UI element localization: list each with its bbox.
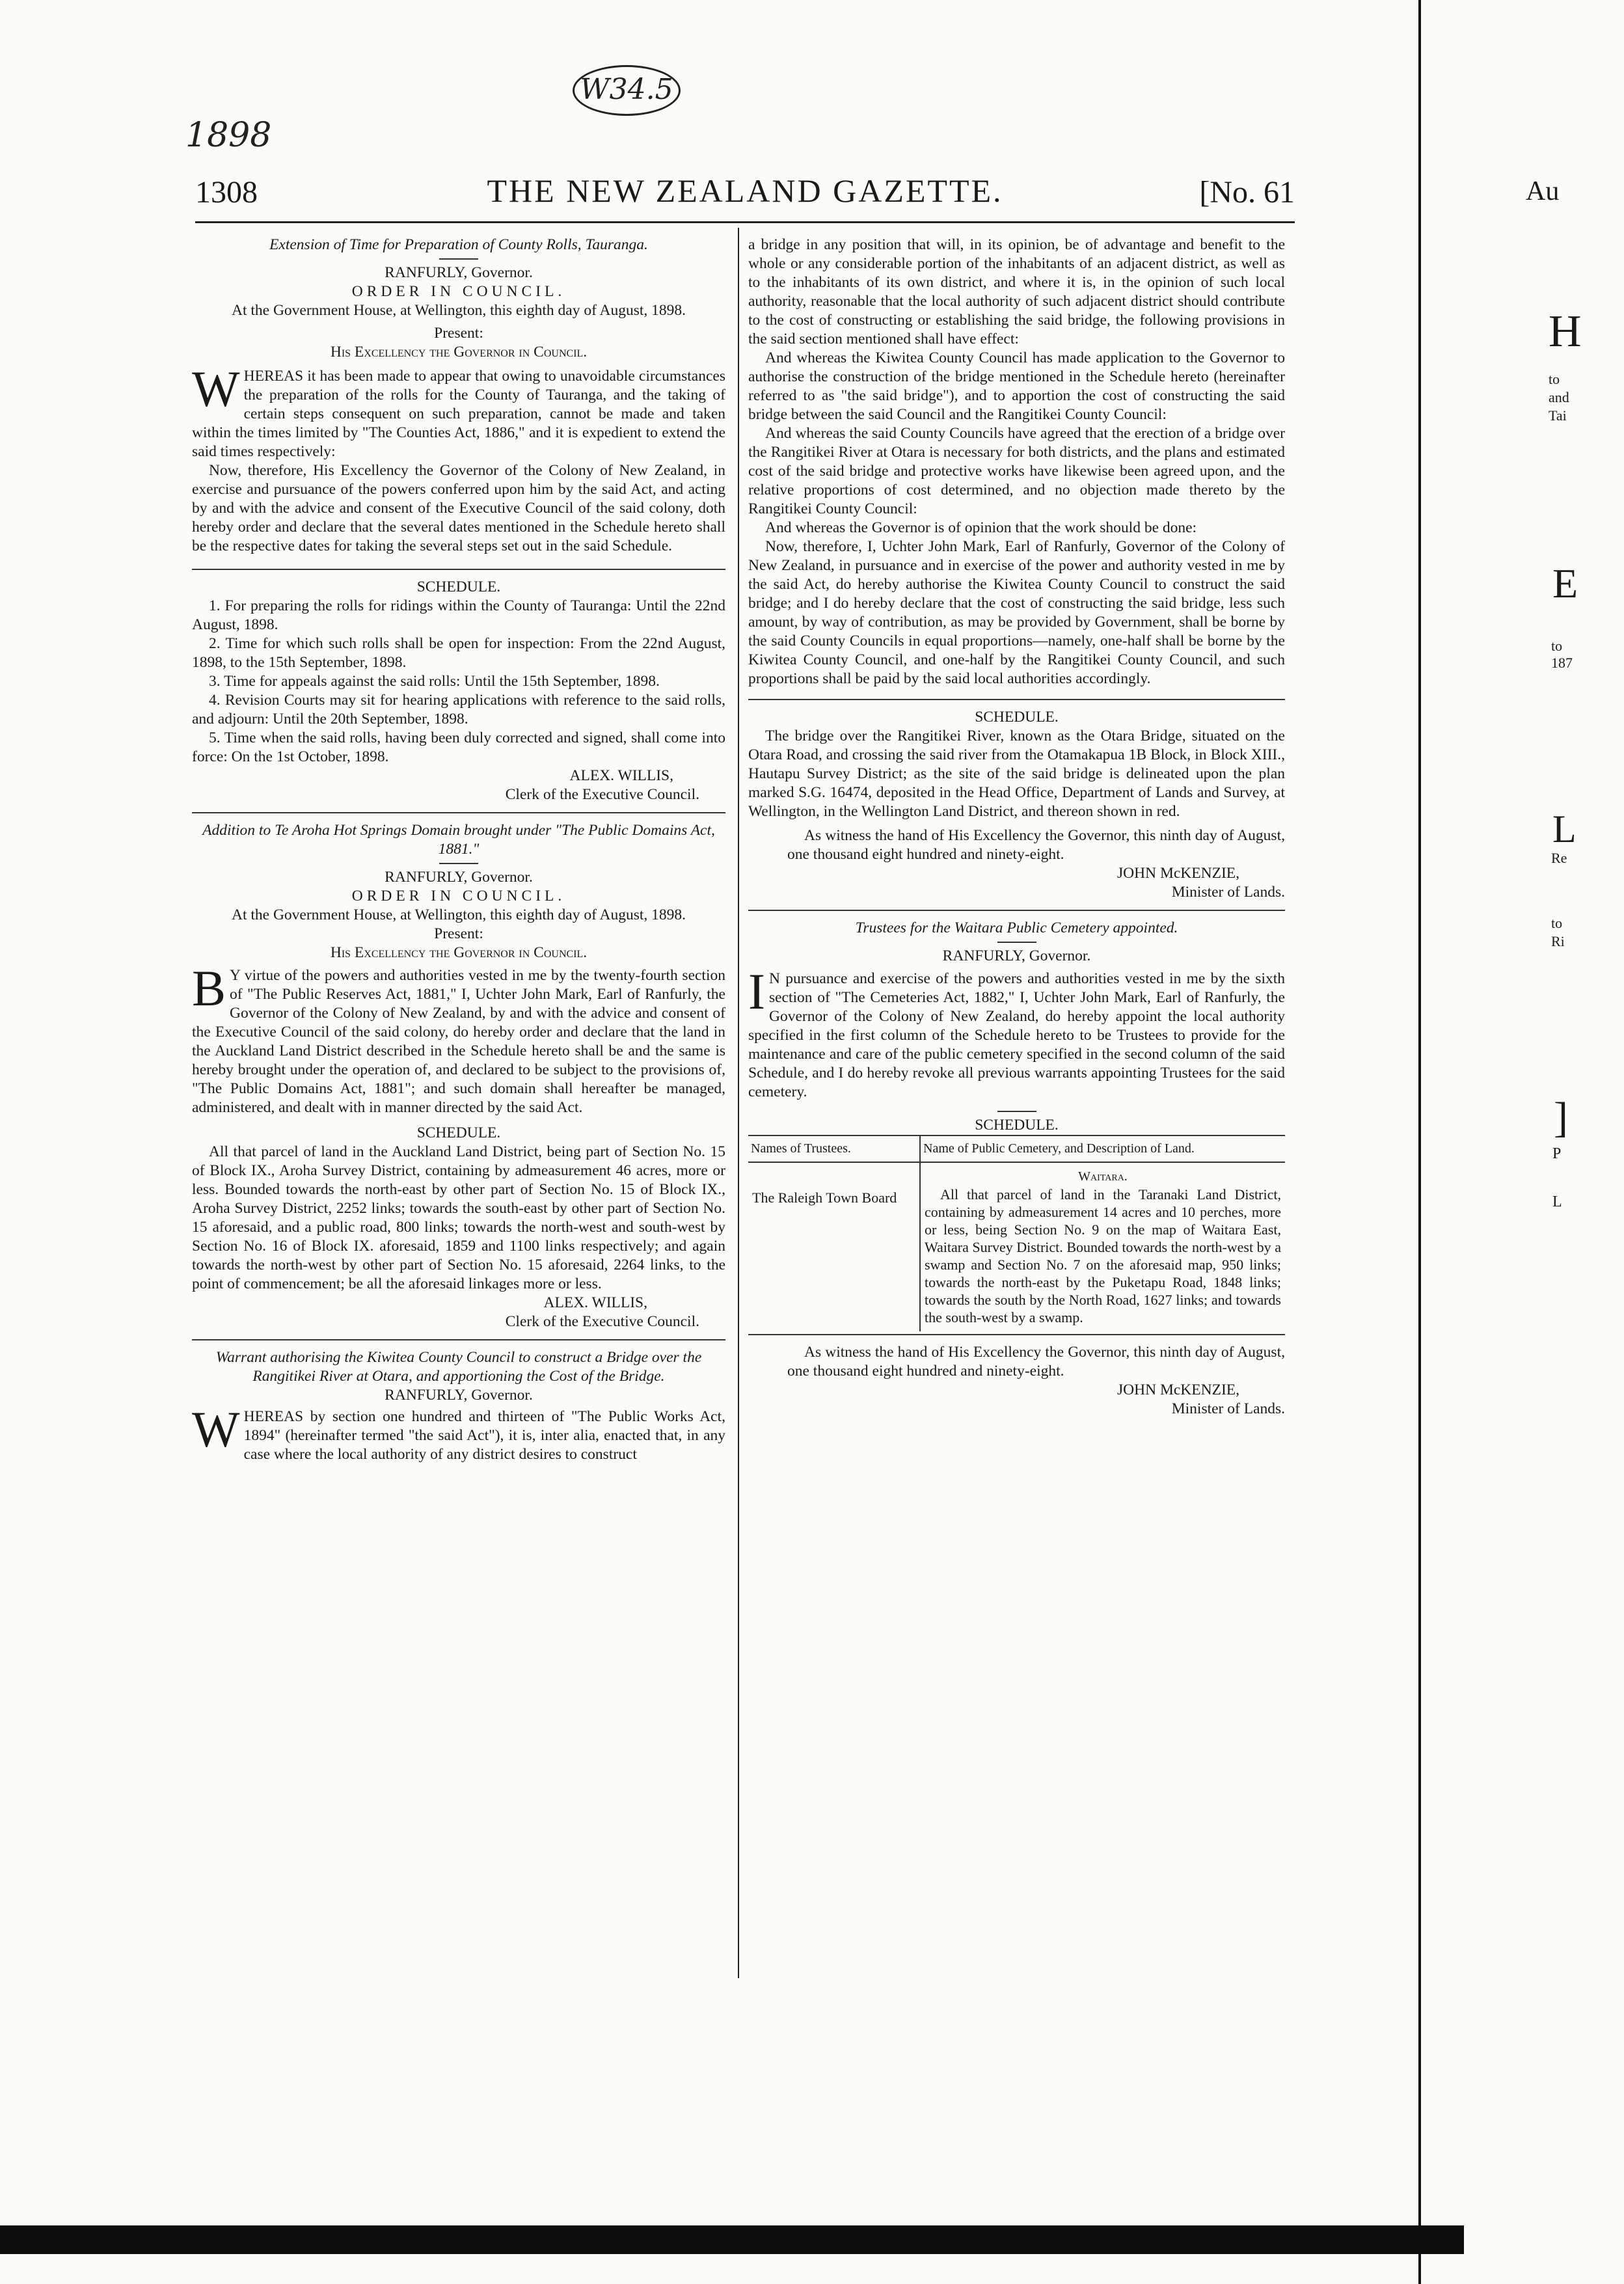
- divider: [439, 863, 478, 864]
- divider: [439, 258, 478, 260]
- drop-cap: W: [192, 360, 240, 417]
- signature-title: Minister of Lands.: [1171, 1400, 1285, 1417]
- adjacent-page-fragment: Au: [1526, 176, 1560, 206]
- council-line: His Excellency the Governor in Council.: [330, 944, 588, 961]
- divider: [192, 812, 725, 813]
- drop-cap: W: [192, 1401, 240, 1458]
- land-description: All that parcel of land in the Taranaki Land District, containing by admeasurement 14 acres and 10 perches, more or less, being Section No. 9 on the map of Waitara East, Waitara Survey District. Bounded towards the north-west by a swamp and Section No. 7 on the aforesaid map, 950 links; towards the north-east by the Puketapu Road, 1848 links; towards the south by the North Road, 1627 links; and towards the south-west by a swamp.: [925, 1186, 1281, 1326]
- signature-title: Clerk of the Executive Council.: [505, 1313, 699, 1330]
- notice-paragraph: B Y virtue of the powers and authorities vested in me by the twenty-fourth section of "The Public Reserves Act, 1881," I, Uchter John Mark, Earl of Ranfurly, the Governor of the Colony of New Zealand, by and with the advice and consent of the Executive Council of the said colony, do hereby order and declare that the land in the Auckland Land District described in the Schedule hereto shall be and the same is hereby brought under the operation of, and declared to be subject to the provisions of, "The Public Domains Act, 1881"; and such domain shall hereafter be managed, administered, and dealt with in manner directed by the said Act.: [192, 960, 725, 1116]
- notice-heading: Extension of Time for Preparation of County Rolls, Tauranga.: [269, 236, 648, 253]
- divider: [192, 1339, 725, 1340]
- archive-stamp: W34.5: [573, 65, 681, 116]
- divider: [748, 699, 1285, 700]
- order-title: ORDER IN COUNCIL.: [351, 888, 566, 904]
- adjacent-page-fragment: to: [1551, 638, 1563, 654]
- governor-line: RANFURLY, Governor.: [385, 264, 533, 281]
- adjacent-page-fragment: H: [1549, 306, 1582, 357]
- divider: [997, 1111, 1036, 1112]
- schedule-item: 5. Time when the said rolls, having been duly corrected and signed, shall come into force: On the 1st October, 1898.: [192, 729, 725, 765]
- trustees-schedule-table: [748, 1135, 1285, 1331]
- column-header: Name of Public Cemetery, and Description of Land.: [920, 1135, 1285, 1162]
- divider: [192, 569, 725, 570]
- governor-line: RANFURLY, Governor.: [385, 1387, 533, 1404]
- handwritten-year: 1898: [185, 116, 272, 155]
- signature-name: ALEX. WILLIS,: [569, 767, 673, 784]
- governor-line: RANFURLY, Governor.: [385, 869, 533, 886]
- council-line: His Excellency the Governor in Council.: [330, 344, 588, 360]
- adjacent-page-fragment: P: [1552, 1145, 1562, 1162]
- schedule-item: 1. For preparing the rolls for ridings within the County of Tauranga: Until the 22nd August, 1898.: [192, 597, 725, 633]
- adjacent-page-fragment: Tai: [1549, 407, 1567, 424]
- cemetery-name: Waitara.: [1078, 1169, 1128, 1184]
- adjacent-page-fragment: ]: [1554, 1094, 1568, 1141]
- divider: [997, 942, 1036, 943]
- witness-line: As witness the hand of His Excellency the Governor, this ninth day of August, one thousand eight hundred and ninety-eight.: [787, 1344, 1285, 1380]
- schedule-title: SCHEDULE.: [416, 1124, 501, 1141]
- present-label: Present:: [434, 325, 483, 342]
- present-label: Present:: [434, 925, 483, 942]
- notice-paragraph: WHEREAS by section one hundred and thirteen of "The Public Works Act, 1894" (hereinafter termed "the said Act"), it is, inter alia, enacted that, in any case where the local authority of any district desires to construct: [192, 1401, 725, 1463]
- gazette-title: THE NEW ZEALAND GAZETTE.: [487, 172, 1003, 209]
- drop-cap: I: [748, 963, 765, 1020]
- schedule-item: 2. Time for which such rolls shall be open for inspection: From the 22nd August, 1898, to the 15th September, 1898.: [192, 635, 725, 671]
- adjacent-page-fragment: and: [1549, 389, 1569, 405]
- adjacent-page-fragment: E: [1552, 560, 1578, 606]
- adjacent-page-fragment: to: [1549, 371, 1560, 387]
- witness-line: As witness the hand of His Excellency the Governor, this ninth day of August, one thousand eight hundred and ninety-eight.: [787, 827, 1285, 863]
- divider: [748, 1334, 1285, 1335]
- divider: [748, 910, 1285, 911]
- notice-paragraph: Now, therefore, His Excellency the Governor of the Colony of New Zealand, in exercise and pursuance of the powers conferred upon him by the said Act, and acting by and with the advice and consent of the Executive Council of the said colony, doth hereby order and declare that the several dates mentioned in the Schedule hereto shall be the respective dates for taking the several steps set out in the said Schedule.: [192, 462, 725, 554]
- notice-paragraph: Now, therefore, I, Uchter John Mark, Earl of Ranfurly, Governor of the Colony of New Zealand, in pursuance and in exercise of the power and authority vested in me by the said Act, do hereby authorise the Kiwitea County Council to construct the said bridge; and I do hereby declare that the cost of constructing the said bridge, less such amount, by way of contribution, as may be provided by Government, shall be borne by the said County Councils in equal proportions—namely, one-half shall be borne by the Kiwitea County Council, and one-half by the Rangitikei County Council, and such proportions shall be paid by the said local authorities accordingly.: [748, 538, 1285, 687]
- schedule-title: SCHEDULE.: [416, 578, 501, 595]
- page-edge: [1418, 0, 1421, 2284]
- table-row: [748, 1162, 1285, 1331]
- schedule-title: SCHEDULE.: [975, 1117, 1059, 1134]
- scan-edge-band: [0, 2225, 1464, 2254]
- notice-paragraph: And whereas the said County Councils have agreed that the erection of a bridge over the Rangitikei River at Otara is necessary for both districts, and the plans and estimated cost of the said bridge and protective works have likewise been agreed upon, and the relative proportions of cost determined, and no objection made thereto by the Rangitikei County Council:: [748, 425, 1285, 517]
- schedule-text: All that parcel of land in the Auckland Land District, being part of Section No. 15 of Block IX., Aroha Survey District, containing by admeasurement 46 acres, more or less. Bounded towards the north-east by other part of Section No. 15 of Block IX., Aroha Survey District, 2252 links; towards the south-east by other part of Section No. 15 aforesaid, and a public road, 800 links; towards the north-west and south-west by Section No. 16 of Block IX. aforesaid, 1859 and 1100 links respectively; and again towards the north-west by other part of Section No. 15 aforesaid, 2264 links, to the point of commencement; be all the aforesaid linkages more or less.: [192, 1143, 725, 1292]
- adjacent-page-fragment: L: [1552, 808, 1577, 850]
- signature-name: ALEX. WILLIS,: [543, 1294, 647, 1311]
- governor-line: RANFURLY, Governor.: [942, 947, 1091, 964]
- notice-heading: Trustees for the Waitara Public Cemetery appointed.: [855, 919, 1178, 936]
- drop-cap: B: [192, 960, 226, 1016]
- adjacent-page-fragment: Ri: [1551, 933, 1565, 949]
- place-line: At the Government House, at Wellington, this eighth day of August, 1898.: [231, 906, 686, 923]
- schedule-text: The bridge over the Rangitikei River, known as the Otara Bridge, situated on the Otara Road, and crossing the said river from the Otamakapua 1B Block, in Block XIII., Hautapu Survey District; as the site of the said bridge is delineated upon the plan marked S.G. 16474, deposited in the Head Office, Department of Lands and Survey, at Wellington, in the Wellington Land District, and thereon shown in red.: [748, 727, 1285, 820]
- notice-paragraph: And whereas the Governor is of opinion that the work should be done:: [765, 519, 1197, 536]
- notice-paragraph: WHEREAS it has been made to appear that owing to unavoidable circumstances the preparation of the rolls for the County of Tauranga, and the taking of certain steps consequent on such preparation, cannot be made and taken within the times limited by "The Counties Act, 1886," and it is expedient to extend the said times respectively:: [192, 360, 725, 460]
- notice-paragraph: And whereas the Kiwitea County Council has made application to the Governor to authorise the construction of the bridge mentioned in the Schedule hereto (hereinafter referred to as "the said bridge"), and to apportion the cost of constructing the said bridge between the said Council and the Rangitikei County Council:: [748, 349, 1285, 423]
- adjacent-page-fragment: to: [1551, 915, 1563, 931]
- column-divider: [738, 228, 739, 1978]
- signature-title: Clerk of the Executive Council.: [505, 786, 699, 803]
- notice-heading: Warrant authorising the Kiwitea County Council to construct a Bridge over the Rangitikei River at Otara, and apportioning the Cost of the Bridge.: [215, 1349, 702, 1385]
- trustees-cell: The Raleigh Town Board: [748, 1162, 920, 1331]
- notice-heading: Addition to Te Aroha Hot Springs Domain brought under "The Public Domains Act, 1881.": [202, 822, 715, 858]
- notice-paragraph: a bridge in any position that will, in its opinion, be of advantage and benefit to the whole or any considerable portion of the inhabitants of an adjacent district, as well as to the inhabitants of its own district, and where it is, in the opinion of such local authority, reasonable that the local authority of such adjacent district should contribute to the cost of constructing or establishing the said bridge, the following provisions in the said section mentioned shall have effect:: [748, 236, 1285, 347]
- schedule-title: SCHEDULE.: [975, 709, 1059, 726]
- gazette-header: [195, 169, 1295, 215]
- adjacent-page-fragment: L: [1552, 1193, 1562, 1210]
- notice-paragraph: I N pursuance and exercise of the powers and authorities vested in me by the sixth section of "The Cemeteries Act, 1882," I, Uchter John Mark, Earl of Ranfurly, the Governor of the Colony of New Zealand, do hereby appoint the local authority specified in the first column of the Schedule hereto to be Trustees to provide for the maintenance and care of the public cemetery specified in the second column of the said Schedule, and I do hereby revoke all previous warrants appointing Trustees for the said cemetery.: [748, 963, 1285, 1100]
- header-rule: [195, 221, 1295, 223]
- page-number: 1308: [195, 175, 258, 210]
- signature-title: Minister of Lands.: [1171, 884, 1285, 901]
- issue-number: [No. 61: [1199, 175, 1295, 210]
- schedule-item: 3. Time for appeals against the said rolls: Until the 15th September, 1898.: [209, 673, 660, 690]
- adjacent-page-fragment: Re: [1551, 850, 1567, 866]
- order-title: ORDER IN COUNCIL.: [351, 283, 566, 300]
- schedule-item: 4. Revision Courts may sit for hearing applications with reference to the said rolls, and adjourn: Until the 20th September, 1898.: [192, 692, 725, 727]
- left-column: [192, 236, 725, 1464]
- column-header: Names of Trustees.: [748, 1135, 920, 1162]
- right-column: [748, 236, 1285, 1419]
- adjacent-page-fragment: 187: [1551, 655, 1573, 671]
- place-line: At the Government House, at Wellington, this eighth day of August, 1898.: [231, 302, 686, 319]
- cemetery-cell: [920, 1162, 1285, 1331]
- signature-name: JOHN McKENZIE,: [1117, 1381, 1239, 1398]
- signature-name: JOHN McKENZIE,: [1117, 865, 1239, 882]
